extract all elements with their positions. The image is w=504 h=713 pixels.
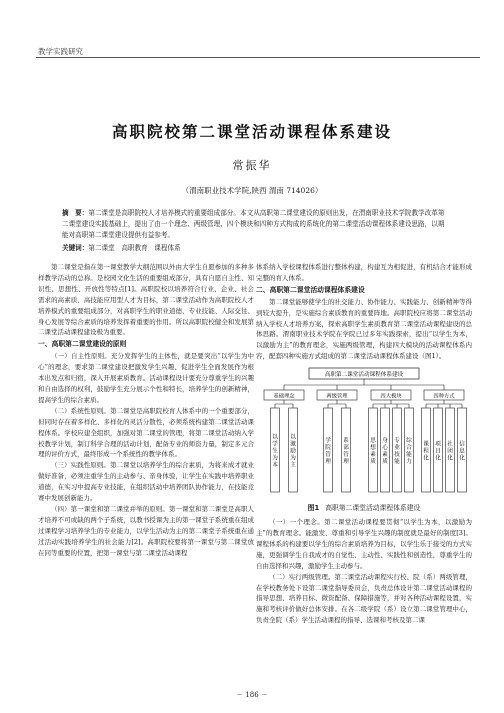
paragraph: （二）系统性原则。第二课堂是高职院校育人体系中的一个重要部分，但同时存在着多样化、多样化的灵活分散性，必须系统构建第二课堂活动课程体系。学校应建全组织，加强对第二课堂的管理，将第二课堂活动纳入学校教学计划，制订科学合理的活动计划，配备专业的师资力量，制定多元合理的评价方式，最终形成一个系统性的教学体系。 xyxy=(38,406,254,459)
paragraph: 体系纳入学校课程体系进行整体构建，构建互为相促进，有机结合才能形成完整的育人体系。 xyxy=(256,263,472,282)
diagram-leaf-label: 系部管理 xyxy=(343,438,349,466)
diagram-leaf-label: 信息化 xyxy=(459,441,465,462)
diagram-leaf-label: 以激励为主 xyxy=(290,434,296,469)
diagram-leaf-label: 专业技能 xyxy=(394,438,400,466)
paragraph: （四）第一课堂和第二课堂并举的原则。第一课堂和第二课堂是高职人才培养不可或缺的两个子系统，以教书授课为主的第一课堂子系统重在组成过课程学习培养学生的专业能力，以学生活动为主的第二课堂子系统重在通过活动实践培养学生的社会能力[2]。高职院校要将第一课堂与第二课堂放在同等重要的位置，把第一课堂与第二课堂活动课程 xyxy=(38,504,254,557)
hierarchy-diagram xyxy=(256,366,472,501)
figure-caption xyxy=(256,503,472,514)
figure-caption-text: 高职第二课堂活动课程体系建设 xyxy=(325,504,421,513)
figure-1-diagram xyxy=(256,366,472,501)
paragraph: （一）自主性原则。充分发挥学生的主体性，就是要突出“以学生为中心”的理念，要求第二课堂建设把激发学生兴趣、促进学生全面发展作为根本出发点和归宿，深入开展素质教育。活动课程设计要充分尊重学生的兴趣和自由选择的权利，鼓励学生充分展示个性和特长，培养学生的创新精神，提高学生的综合素质。 xyxy=(38,352,254,404)
diagram-leaf-label: 学院管理 xyxy=(325,438,331,466)
diagram-level2-label: 两级管理 xyxy=(326,393,348,400)
paragraph: （二）实行两级管理。第二课堂活动课程实行校、院（系）两级管理，在学校教务处下设第二课堂指导委员会，负责总体设计第二课堂活动课程的指导思想、培养目标、微资配备、保障措施等，并对各种活动课程设置，实施和考核评价做好总体安排。在各二级学院（系）设立第二课堂管理中心，负责全院（系）学生活动课程的指导、选课和考核及第二课 xyxy=(256,572,472,625)
right-column xyxy=(256,262,472,626)
abstract xyxy=(62,208,450,241)
abstract-text: 第二课堂是高职院校人才培养模式的重要组成部分。本文从高职第二课堂建设的原则出发，在渭南职业技术学院教学改革第二课堂建设实践基础上，提出了由一个理念、两级管理、四个模块和四种方式构成的系统化的第二课堂活动课程体系建设思路，以期能对高职第二课堂建设提供有益参考。 xyxy=(62,209,445,239)
figure-number: 图1 xyxy=(307,504,320,513)
paragraph: （三）实践性原则。第二课堂以培养学生的综合素质，为将来成才就业做好准备，必须注重学生的主动参与、亲身体验，让学生在实践中培养职业道德，在实习中提高专业技能，在组织活动中培养团队协作能力，在技能竞赛中发展创新能力。 xyxy=(38,461,254,503)
article-title: 高职院校第二课堂活动课程体系建设 xyxy=(111,123,392,141)
diagram-leaf-label: 以学生为本 xyxy=(272,434,278,469)
diagram-level2-label: 四大模块 xyxy=(380,393,402,400)
paragraph: （一）一个理念。第二课堂活动课程要贯彻“以学生为本，以激励为主”的教育理念。能激发、尊重和引导学生兴趣的制度就是最好的制度[3]。课程体系的构建要以学生的综合素质培养为目标，以学生乐于接受的方式实施，更强调学生自我成才的自觉性、主动性、实践性和创造性，尊重学生的自由选择和兴趣，激励学生主动参与。 xyxy=(256,518,472,570)
keywords-label: 关键词： xyxy=(62,244,89,252)
diagram-leaf-label: 思想素质 xyxy=(370,438,376,466)
abstract-label: 摘 要： xyxy=(62,209,89,217)
diagram-leaf-label: 课程化 xyxy=(423,441,429,462)
header-divider xyxy=(36,57,480,58)
diagram-level2-label: 四种方式 xyxy=(433,393,455,400)
diagram-leaf-label: 社团化 xyxy=(447,441,453,462)
section-heading: 二、高职第二课堂活动课程体系建设 xyxy=(256,285,365,294)
left-column xyxy=(38,262,254,558)
journal-section-label: 教学实践研究 xyxy=(38,47,83,56)
diagram-leaf-label: 身心素质 xyxy=(382,438,388,466)
paragraph: 第二课堂是指在第一课堂教学大纲范围以外由大学生自愿参加的多种多样教学活动的总称。是校园文化生活的重要组成部分，具有自愿自主性、知识性、思想性、开放性等特点[1]。高职院校以培养符合行业、企业、社会需求的高素质、高技能应用型人才为目标，第二课堂活动作为高职院校人才培养模式的重要组成部分，对高职学生的职业道德、专业技能、人际交往、身心发展等综合素质的培养发挥着重要的作用。所以高职院校健全和发展第二课堂活动课程建设极为重要。 xyxy=(38,263,254,337)
paragraph: 第二课堂能够使学生的社交能力、协作能力、实践能力、创新精神等得到较大提升，是实施综合素质教育的重要阵地。高职院校应将第二课堂活动纳入学校人才培养方案，探索高职学生素质教育第二课堂活动课程建设的总体思路。渭南职业技术学院在学院已过多年实践探索，提出“以学生为本，以激励为主”的教育理念，实施两级管理，构建四大模块的活动课程体系内容，配套四种实施方式组成的第二课堂活动课程体系建设（图1）。 xyxy=(256,297,472,361)
diagram-leaf-label: 项目化 xyxy=(435,441,441,462)
keywords xyxy=(62,242,450,252)
diagram-level2-label: 基础理念 xyxy=(273,393,295,400)
keywords-text: 第二课堂 高职教育 课程体系 xyxy=(88,244,181,252)
section-heading: 一、高职第二课堂建设的原则 xyxy=(38,340,127,349)
page-number: － 186 － xyxy=(236,691,268,699)
author-affiliation: （渭南职业技术学院,陕西 渭南 714026） xyxy=(181,186,323,195)
diagram-leaf-label: 综合能力 xyxy=(406,438,412,466)
diagram-root-label: 高职第二课堂活动课程体系建设 xyxy=(324,372,404,379)
article-author: 常振华 xyxy=(232,159,272,172)
